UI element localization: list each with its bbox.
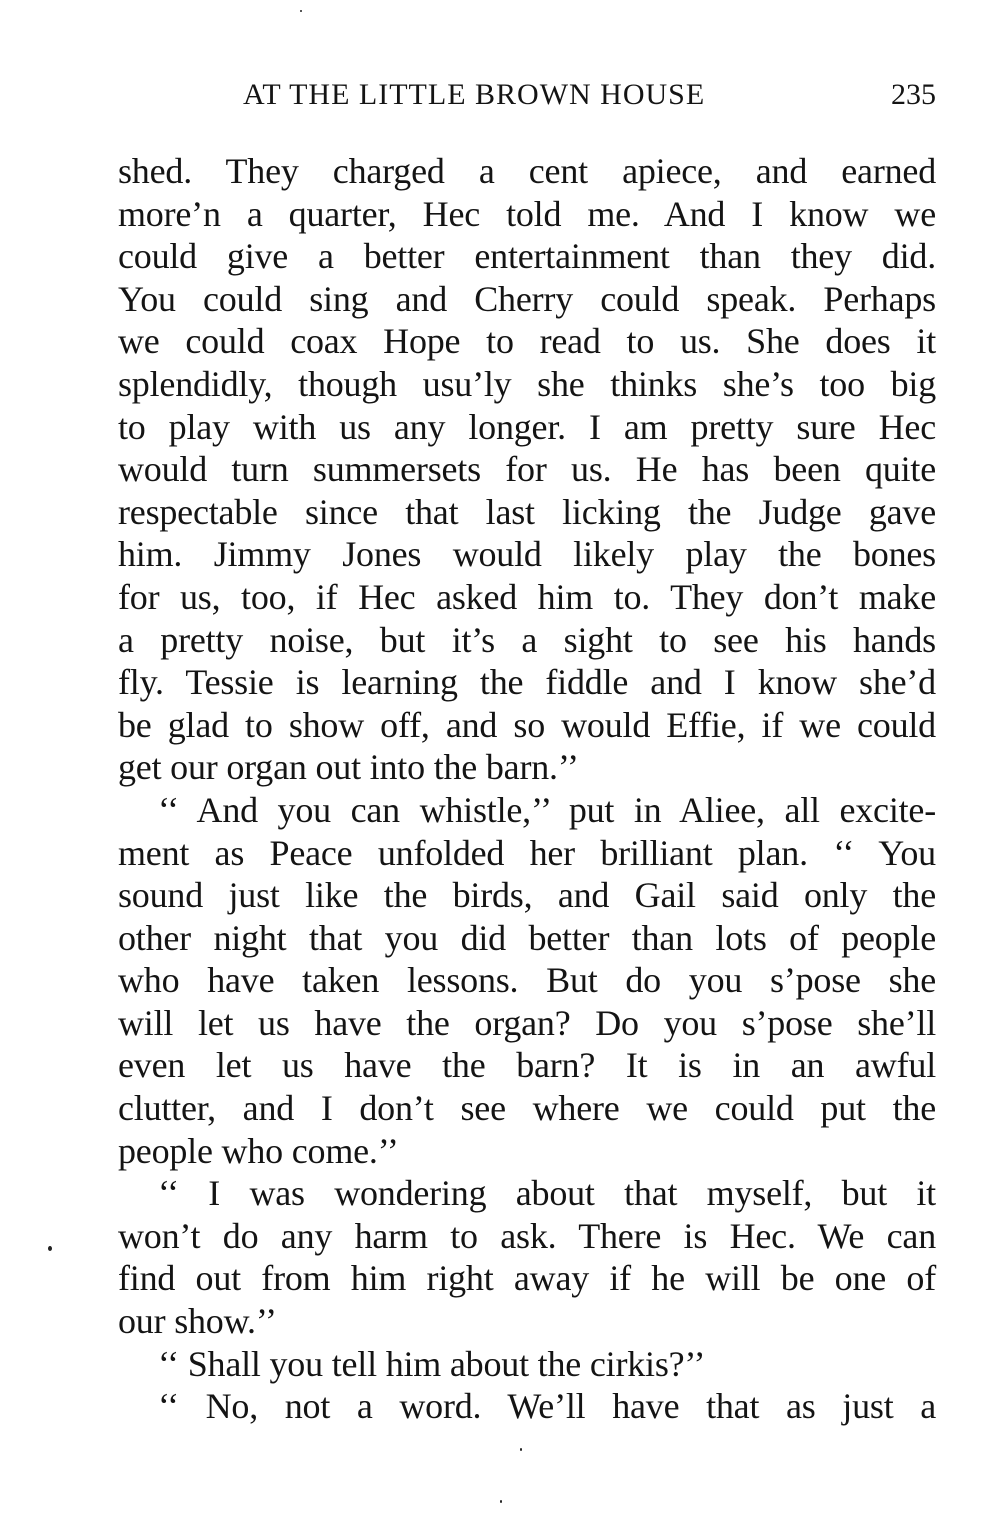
text-line: ‘‘ I was wondering about that myself, but it <box>158 1173 936 1214</box>
text-line: ‘‘ No, not a word. We’ll have that as just a <box>158 1386 936 1427</box>
body-text <box>118 150 936 1428</box>
text-line: You could sing and Cherry could speak. Perhaps <box>118 278 936 319</box>
page-header <box>118 78 936 118</box>
text-line: be glad to show off, and so would Effie, if we could <box>118 704 936 745</box>
running-head: AT THE LITTLE BROWN HOUSE <box>243 78 706 111</box>
ink-speck <box>500 1500 502 1503</box>
text-line: shed. They charged a cent apiece, and earned <box>118 151 936 191</box>
text-line: people who come.’’ <box>118 1130 399 1171</box>
text-line: ‘‘ And you can whistle,’’ put in Aliee, all excite- <box>158 789 936 830</box>
text-line: more’n a quarter, Hec told me. And I know we <box>118 193 936 234</box>
ink-speck <box>300 10 302 12</box>
text-line: sound just like the birds, and Gail said only the <box>118 875 936 916</box>
text-line: who have taken lessons. But do you s’pose she <box>118 960 936 1001</box>
text-line: ‘‘ Shall you tell him about the cirkis?’’ <box>158 1343 706 1384</box>
text-line: respectable since that last licking the Judge gave <box>118 491 936 532</box>
text-line: find out from him right away if he will be one of <box>118 1258 936 1299</box>
text-line: fly. Tessie is learning the fiddle and I know she’d <box>118 662 936 703</box>
text-line: will let us have the organ? Do you s’pose she’ll <box>118 1002 936 1043</box>
text-line: could give a better entertainment than they did. <box>118 236 936 277</box>
text-line: even let us have the barn? It is in an awful <box>118 1045 936 1086</box>
text-line: ment as Peace unfolded her brilliant plan. ‘‘ You <box>118 832 936 873</box>
text-line: a pretty noise, but it’s a sight to see his hands <box>118 619 936 660</box>
text-line: other night that you did better than lots of people <box>118 917 936 958</box>
ink-speck <box>48 1246 52 1251</box>
text-line: him. Jimmy Jones would likely play the bones <box>118 534 936 575</box>
text-line: for us, too, if Hec asked him to. They don’t make <box>118 576 936 617</box>
text-line: our show.’’ <box>118 1301 277 1342</box>
text-line: splendidly, though usu’ly she thinks she’s too big <box>118 363 936 404</box>
text-line: won’t do any harm to ask. There is Hec. We can <box>118 1215 936 1256</box>
text-line: to play with us any longer. I am pretty sure Hec <box>118 406 936 447</box>
text-line: get our organ out into the barn.’’ <box>118 747 579 788</box>
text-line: would turn summersets for us. He has been quite <box>118 449 936 490</box>
page-number: 235 <box>891 78 936 111</box>
text-line: we could coax Hope to read to us. She does it <box>118 321 936 362</box>
text-line: clutter, and I don’t see where we could put the <box>118 1088 936 1129</box>
ink-speck <box>520 1448 522 1451</box>
